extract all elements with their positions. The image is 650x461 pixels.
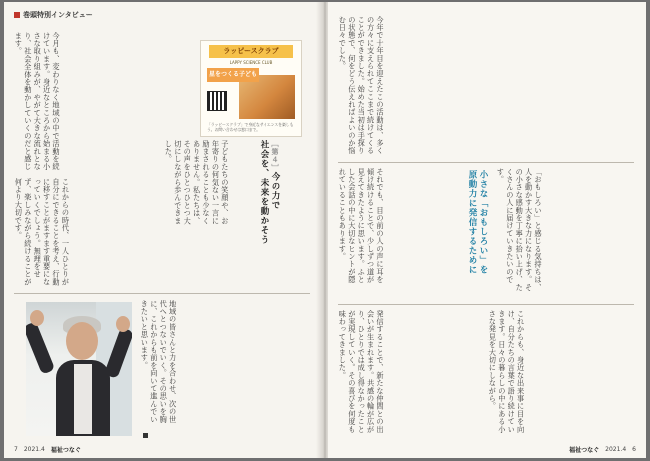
right-column-text: 「おもしろい」と感じる気持ちは、人を動かす大きな力になります。その小さな感動を丁寧に拾い上げ、たくさんの人に届けていきたいのです。 — [496, 168, 544, 292]
left-column-text: 今月も、変わりなく地域の中で活動を続けています。身近なところから始まる小さな取り組みが、やがて大きな流れとなり、社会全体を動かしていくのだと感じます。 — [14, 32, 62, 171]
ad-title: ラッピースクラブ — [209, 45, 293, 58]
right-page — [328, 2, 646, 458]
right-body-mid-b — [496, 168, 636, 298]
right-column-text: 発信することで、新たな仲間との出会いが生まれます。共感の輪が広がり、ひとりでは成し得なかったことが実現していく。その喜びを何度も味わってきました。 — [338, 310, 386, 434]
heading-line-1: 今の力で — [270, 172, 280, 210]
issue-date: 2021.4 — [605, 446, 627, 453]
right-footer — [569, 445, 636, 454]
right-column-text: 今年で十年目を迎えたこの活動は、多くの方々に支えられてここまで続けてくることができました。始めた当初は手探りの状態で、何をどう伝えればよいのか悩む日々でした。 — [338, 16, 386, 155]
issue-date: 2021.4 — [23, 446, 45, 453]
right-body-mid-a — [338, 168, 458, 288]
left-column-text: 子どもたちの笑顔や、お年寄りの何気ない一言に励まされることも少なくありません。私たちは、その声をひとつひとつ大切にしながら歩んできました。 — [164, 140, 230, 225]
magazine-brand: 福祉つなぐ — [569, 447, 600, 454]
section-header — [14, 10, 93, 20]
ad-banner: 星をつくる子ども — [207, 68, 259, 82]
interviewee-photo — [26, 302, 132, 436]
right-heading — [466, 170, 488, 300]
left-heading — [258, 140, 280, 260]
magazine-spread — [4, 2, 646, 458]
heading-line-1: 小さな「おもしろい」を — [478, 170, 488, 275]
left-footer — [14, 445, 81, 454]
page-number: 7 — [14, 446, 18, 453]
magazine-brand: 福祉つなぐ — [50, 447, 81, 454]
left-page — [4, 2, 322, 458]
right-column-text: それでも、目の前の人の声に耳を傾け続けることで、少しずつ道が見えてきたように思います。ふとした会話の中に大切なヒントが隠れていることもあります。 — [338, 168, 386, 284]
ad-subtitle: LAPPY SCIENCE CLUB — [229, 60, 273, 65]
ad-caption: 「ラッピースクラブ」で身近なサイエンスを楽しもう。お問い合わせは窓口まで。 — [207, 122, 294, 132]
header-marker-icon — [14, 12, 20, 18]
heading-line-2: 原動力に発信するために — [467, 170, 477, 275]
advertisement[interactable] — [200, 40, 302, 137]
heading-lead: ［第４］ — [271, 140, 279, 172]
left-body-bottom — [140, 300, 310, 430]
heading-line-2: 社会を、未来を動かそう — [259, 140, 269, 245]
section-header-label: 巻頭特別インタビュー — [23, 11, 93, 19]
left-body-mid2 — [14, 178, 159, 288]
right-column-text: これからも、身近な出来事に目を向け、自分たちの言葉で語り続けていきます。日々の暮らしの中にある小さな発見を大切にしながら。 — [488, 310, 526, 434]
right-body-top — [338, 16, 638, 156]
article-end-mark — [143, 433, 148, 438]
qr-code-icon — [207, 91, 227, 111]
divider — [338, 304, 634, 305]
page-number: 6 — [632, 446, 636, 453]
left-column-text: これからの時代、一人ひとりが自分にできることを考え、行動に移すことがますます重要になっていくでしょう。無理をせず、楽しみながら続けることが何より大切です。 — [14, 178, 71, 286]
left-column-text: 地域の皆さんと力を合わせ、次の世代へとつないでいく。その思いを胸に、これからも前を向いて進んでいきたいと思います。 — [140, 300, 178, 424]
divider — [14, 293, 310, 294]
divider — [338, 162, 634, 163]
right-body-bottom-b — [488, 310, 636, 435]
right-body-bottom-a — [338, 310, 483, 435]
left-body-mid — [164, 140, 306, 230]
